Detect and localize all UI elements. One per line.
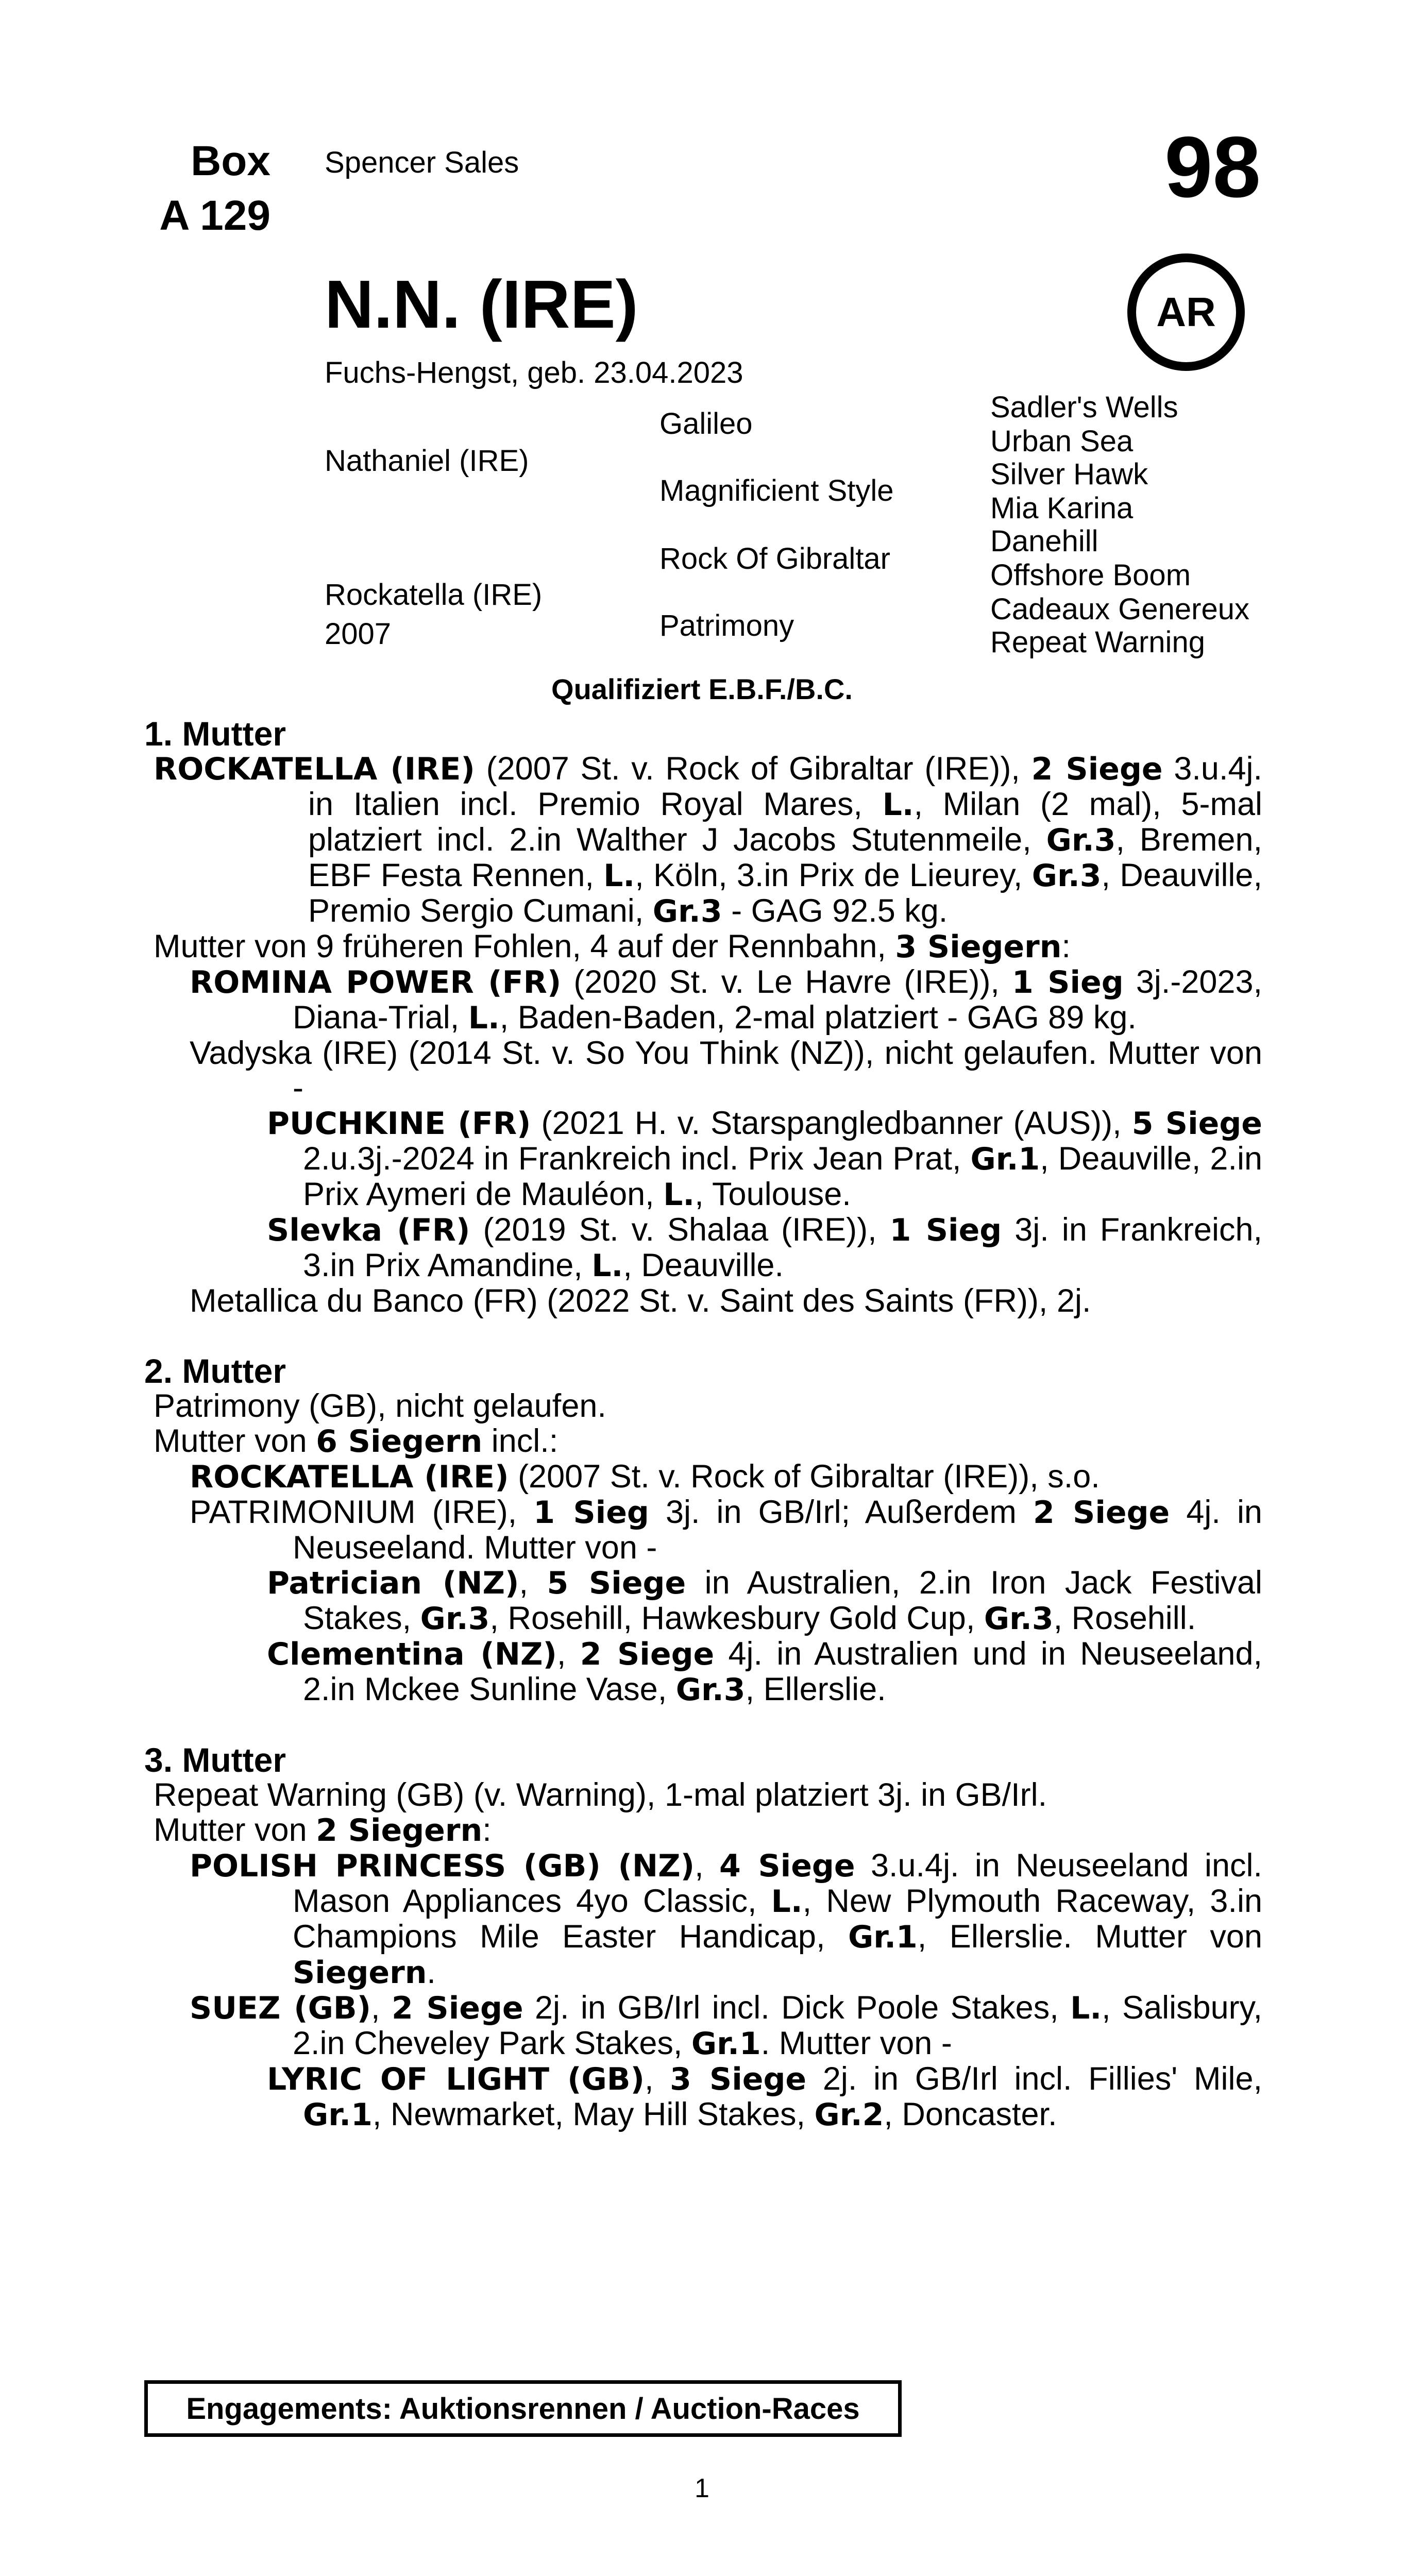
text: , Toulouse. <box>695 1176 851 1212</box>
pedigree-ggp: Cadeaux Genereux <box>990 592 1249 626</box>
wins: 5 Siege <box>1131 1106 1262 1142</box>
text: , Newmarket, May Hill Stakes, <box>372 2096 815 2132</box>
text: 3j.-2023, Diana-Trial, <box>293 964 1262 1036</box>
text: , Deauville. <box>623 1247 784 1283</box>
clementina-entry <box>144 1636 1262 1707</box>
page-number: 1 <box>695 2473 709 2503</box>
race-grade: L. <box>1070 1990 1102 2026</box>
text: , Ellerslie. Mutter von <box>917 1919 1262 1955</box>
wins: 4 Siege <box>719 1848 855 1884</box>
text: , Doncaster. <box>884 2096 1057 2132</box>
rockatella-entry <box>144 1459 1262 1495</box>
text: , New Plymouth Raceway, 3.in Champions Mile Easter Handicap, <box>293 1883 1263 1955</box>
pedigree-ggp: Offshore Boom <box>990 558 1191 592</box>
race-grade: Gr.3 <box>984 1601 1054 1637</box>
lyric-of-light-entry <box>144 2061 1262 2132</box>
dam1-heading: 1. Mutter <box>144 715 286 753</box>
race-grade: Gr.3 <box>652 893 722 929</box>
text: 3.u.4j. in Neuseeland incl. Mason Appliances 4yo Classic, <box>293 1848 1262 1919</box>
text: : <box>1061 928 1071 964</box>
wins: 1 Sieg <box>1012 964 1124 1001</box>
text: 4j. in Australien und in Neuseeland, 2.in Mckee Sunline Vase, <box>303 1636 1263 1707</box>
seller: Spencer Sales <box>325 146 519 179</box>
vadyska-entry: Vadyska (IRE) (2014 St. v. So You Think (NZ)), nicht gelaufen. Mutter von - <box>190 1035 1262 1106</box>
box-label <box>144 134 270 243</box>
pedigree-dam-year: 2007 <box>325 617 392 651</box>
text: Mutter von 9 früheren Fohlen, 4 auf der Rennbahn, <box>154 928 895 964</box>
pedigree-gp: Rock Of Gibraltar <box>659 542 890 575</box>
horse-name: Patrician (NZ) <box>267 1565 519 1601</box>
text: 2j. in GB/Irl incl. Fillies' Mile, <box>806 2061 1262 2097</box>
text: - GAG 92.5 kg. <box>722 893 948 929</box>
text: , Ellerslie. <box>745 1671 886 1707</box>
text: , Bremen, EBF Festa Rennen, <box>308 822 1263 893</box>
text: , Deauville, Premio Sergio Cumani, <box>308 857 1262 929</box>
box-label-text: Box <box>191 138 270 184</box>
text: 3j. in GB/Irl; Außerdem <box>649 1494 1033 1530</box>
text: 3j. in Frankreich, 3.in Prix Amandine, <box>303 1212 1262 1283</box>
text: , Köln, 3.in Prix de Lieurey, <box>635 857 1032 893</box>
dam3-produce <box>144 1812 1262 1848</box>
text: : <box>482 1812 492 1848</box>
race-grade: Gr.1 <box>303 2097 373 2133</box>
horse-name: LYRIC OF LIGHT (GB) <box>267 2061 645 2097</box>
horse-name: POLISH PRINCESS (GB) (NZ) <box>190 1848 695 1884</box>
text: , <box>695 1848 719 1884</box>
wins: 2 Siege <box>1033 1495 1170 1531</box>
race-grade: Gr.3 <box>675 1672 746 1708</box>
race-grade: Gr.2 <box>814 2097 884 2133</box>
race-grade: Gr.1 <box>970 1141 1040 1177</box>
horse-name: SUEZ (GB) <box>190 1990 371 2026</box>
puchkine-entry <box>144 1106 1262 1212</box>
box-number: A 129 <box>159 192 270 239</box>
wins: 3 Siege <box>670 2061 807 2097</box>
qualification: Qualifiziert E.B.F./B.C. <box>551 673 853 705</box>
horse-name: Clementina (NZ) <box>267 1636 557 1672</box>
dam2-line: Patrimony (GB), nicht gelaufen. <box>154 1388 606 1424</box>
text: , <box>371 1990 392 2026</box>
horse-name: ROCKATELLA (IRE) <box>190 1459 509 1495</box>
race-grade: L. <box>591 1248 623 1284</box>
text: , <box>556 1636 580 1672</box>
text: (2007 St. v. Rock of Gibraltar (IRE)), <box>475 751 1031 787</box>
text: (2020 St. v. Le Havre (IRE)), <box>561 964 1012 1000</box>
wins: 2 Siege <box>580 1636 715 1672</box>
race-grade: L. <box>603 858 635 894</box>
text: . <box>427 1954 436 1990</box>
catalogue-body <box>144 716 1262 2132</box>
text: (2019 St. v. Shalaa (IRE)), <box>470 1212 890 1248</box>
polish-princess-entry <box>144 1848 1262 1990</box>
dam1-entry <box>144 751 1262 929</box>
text: , Salisbury, 2.in Cheveley Park Stakes, <box>293 1990 1262 2061</box>
text: , <box>519 1565 547 1601</box>
wins: 5 Siege <box>547 1565 686 1601</box>
dam1-name: ROCKATELLA (IRE) <box>154 751 475 787</box>
suez-entry <box>144 1990 1262 2061</box>
race-grade: L. <box>882 787 914 823</box>
metallica-entry: Metallica du Banco (FR) (2022 St. v. Saint des Saints (FR)), 2j. <box>190 1283 1091 1319</box>
wins: 2 Siege <box>391 1990 523 2026</box>
winners: Siegern <box>293 1955 427 1991</box>
race-grade: Gr.3 <box>1046 822 1116 858</box>
winners-count: 2 Siegern <box>316 1812 483 1849</box>
pedigree-ggp: Urban Sea <box>990 425 1134 458</box>
dam3-heading: 3. Mutter <box>144 1741 286 1779</box>
lot-number: 98 <box>1164 118 1261 215</box>
text: , Baden-Baden, 2-mal platziert - GAG 89 kg. <box>499 999 1137 1036</box>
engagements-box: Engagements: Auktionsrennen / Auction-Races <box>144 2380 902 2437</box>
slevka-entry <box>144 1212 1262 1283</box>
pedigree-gp: Magnificient Style <box>659 474 894 507</box>
text: 2j. in GB/Irl incl. Dick Poole Stakes, <box>523 1990 1071 2026</box>
romina-entry <box>144 964 1262 1036</box>
text: , <box>644 2061 670 2097</box>
race-grade: L. <box>468 1000 500 1036</box>
race-grade: Gr.3 <box>1031 858 1102 894</box>
wins: 1 Sieg <box>889 1212 1002 1248</box>
dam3-line: Repeat Warning (GB) (v. Warning), 1-mal platziert 3j. in GB/Irl. <box>154 1777 1047 1813</box>
patrician-entry <box>144 1565 1262 1636</box>
wins: 1 Sieg <box>533 1495 649 1531</box>
text: , Rosehill. <box>1053 1600 1196 1636</box>
text: incl.: <box>482 1423 559 1459</box>
horse-details: Fuchs-Hengst, geb. 23.04.2023 <box>325 356 743 389</box>
winners-count: 3 Siegern <box>895 929 1062 965</box>
dam2-heading: 2. Mutter <box>144 1352 286 1390</box>
text: (2021 H. v. Starspangledbanner (AUS)), <box>531 1105 1132 1141</box>
race-grade: Gr.1 <box>848 1919 918 1955</box>
race-grade: L. <box>663 1177 695 1213</box>
text: , Deauville, 2.in Prix Aymeri de Mauléon, <box>303 1141 1262 1212</box>
dam2-produce <box>144 1423 1262 1459</box>
pedigree-ggp: Mia Karina <box>990 492 1134 525</box>
text: , Milan (2 mal), 5-mal platziert incl. 2.in Walther J Jacobs Stutenmeile, <box>308 786 1263 858</box>
race-grade: Gr.3 <box>420 1601 490 1637</box>
horse-name: ROMINA POWER (FR) <box>190 964 562 1001</box>
text: 3.u.4j. in Italien incl. Premio Royal Mares, <box>308 751 1263 822</box>
pedigree-ggp: Repeat Warning <box>990 625 1205 659</box>
pedigree-ggp: Silver Hawk <box>990 457 1148 491</box>
pedigree-ggp: Danehill <box>990 524 1098 558</box>
pedigree-gp: Patrimony <box>659 609 794 642</box>
text: 4j. in Neuseeland. Mutter von - <box>293 1494 1262 1566</box>
text: in Australien, 2.in Iron Jack Festival Stakes, <box>303 1565 1262 1636</box>
pedigree-sire: Nathaniel (IRE) <box>325 444 529 478</box>
horse-name: Slevka (FR) <box>267 1212 470 1248</box>
text: Mutter von <box>154 1423 316 1459</box>
pedigree-dam: Rockatella (IRE) <box>325 578 543 612</box>
text: . Mutter von - <box>760 2025 952 2061</box>
race-grade: Gr.1 <box>691 2026 761 2062</box>
horse-name: PUCHKINE (FR) <box>267 1106 531 1142</box>
text: 2.u.3j.-2024 in Frankreich incl. Prix Jean Prat, <box>303 1141 971 1177</box>
winners-count: 6 Siegern <box>316 1423 483 1460</box>
text: , Rosehill, Hawkesbury Gold Cup, <box>489 1600 984 1636</box>
text: PATRIMONIUM (IRE), <box>190 1494 534 1530</box>
horse-name: N.N. (IRE) <box>325 266 638 342</box>
wins: 2 Siege <box>1031 751 1163 787</box>
pedigree-ggp: Sadler's Wells <box>990 391 1178 424</box>
dam1-produce <box>144 929 1262 964</box>
text: (2007 St. v. Rock of Gibraltar (IRE)), s.o. <box>509 1459 1100 1495</box>
race-grade: L. <box>771 1884 803 1920</box>
pedigree-gp: Galileo <box>659 407 753 440</box>
ar-badge: AR <box>1127 253 1245 371</box>
text: Mutter von <box>154 1812 316 1848</box>
patrimonium-entry <box>144 1495 1262 1565</box>
